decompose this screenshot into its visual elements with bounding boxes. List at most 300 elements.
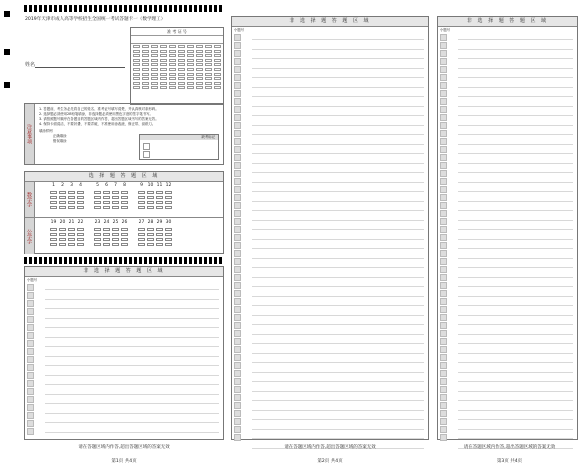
question-number-box[interactable] <box>440 130 447 137</box>
choice-bubble[interactable] <box>156 196 163 199</box>
choice-bubble[interactable] <box>94 238 101 241</box>
admission-bubble[interactable] <box>214 59 221 62</box>
answer-line[interactable] <box>458 49 573 50</box>
question-number-box[interactable] <box>234 242 241 249</box>
admission-bubble[interactable] <box>160 54 167 57</box>
choice-bubble[interactable] <box>94 201 101 204</box>
admission-bubble[interactable] <box>187 50 194 53</box>
admission-bubble[interactable] <box>178 59 185 62</box>
choice-bubble[interactable] <box>165 201 172 204</box>
admission-bubble[interactable] <box>196 86 203 89</box>
answer-line[interactable] <box>458 258 573 259</box>
question-number-box[interactable] <box>234 138 241 145</box>
question-number-box[interactable] <box>234 202 241 209</box>
admission-bubble[interactable] <box>214 63 221 66</box>
choice-bubble[interactable] <box>138 243 145 246</box>
question-number-box[interactable] <box>234 218 241 225</box>
choice-bubble[interactable] <box>138 206 145 209</box>
admission-bubble[interactable] <box>151 77 158 80</box>
answer-line[interactable] <box>458 115 573 116</box>
question-number-box[interactable] <box>440 170 447 177</box>
answer-line[interactable] <box>458 182 573 183</box>
question-number-box[interactable] <box>27 308 34 315</box>
admission-bubble[interactable] <box>214 82 221 85</box>
question-number-box[interactable] <box>27 364 34 371</box>
answer-line[interactable] <box>458 191 573 192</box>
admission-bubble[interactable] <box>214 50 221 53</box>
choice-bubble[interactable] <box>68 206 75 209</box>
answer-line[interactable] <box>458 381 573 382</box>
choice-bubble[interactable] <box>103 201 110 204</box>
answer-line[interactable] <box>252 267 424 268</box>
admission-bubble[interactable] <box>160 86 167 89</box>
admission-bubble[interactable] <box>205 82 212 85</box>
answer-line[interactable] <box>252 201 424 202</box>
question-number-box[interactable] <box>440 194 447 201</box>
answer-line[interactable] <box>458 163 573 164</box>
choice-bubble[interactable] <box>77 196 84 199</box>
question-number-box[interactable] <box>440 34 447 41</box>
answer-line[interactable] <box>252 429 424 430</box>
question-number-box[interactable] <box>234 258 241 265</box>
choice-bubble[interactable] <box>112 206 119 209</box>
admission-bubble[interactable] <box>142 54 149 57</box>
question-number-box[interactable] <box>440 394 447 401</box>
admission-bubble[interactable] <box>133 63 140 66</box>
choice-bubble[interactable] <box>103 206 110 209</box>
question-number-box[interactable] <box>27 396 34 403</box>
choice-bubble[interactable] <box>68 191 75 194</box>
admission-bubble[interactable] <box>142 50 149 53</box>
question-number-box[interactable] <box>27 388 34 395</box>
question-number-box[interactable] <box>234 34 241 41</box>
question-number-box[interactable] <box>440 306 447 313</box>
answer-line[interactable] <box>458 68 573 69</box>
question-number-box[interactable] <box>440 378 447 385</box>
question-number-box[interactable] <box>234 146 241 153</box>
question-number-box[interactable] <box>234 282 241 289</box>
question-number-box[interactable] <box>27 412 34 419</box>
admission-bubble[interactable] <box>205 86 212 89</box>
answer-line[interactable] <box>458 353 573 354</box>
admission-bubble[interactable] <box>178 82 185 85</box>
choice-bubble[interactable] <box>59 243 66 246</box>
admission-bubble[interactable] <box>160 45 167 48</box>
choice-bubble[interactable] <box>77 243 84 246</box>
question-number-box[interactable] <box>440 42 447 49</box>
question-number-box[interactable] <box>27 284 34 291</box>
admission-bubble[interactable] <box>169 45 176 48</box>
admission-bubble[interactable] <box>142 68 149 71</box>
question-number-box[interactable] <box>440 258 447 265</box>
admission-bubble[interactable] <box>160 77 167 80</box>
admission-bubble[interactable] <box>196 77 203 80</box>
admission-bubble[interactable] <box>178 54 185 57</box>
question-number-box[interactable] <box>234 114 241 121</box>
answer-line[interactable] <box>458 362 573 363</box>
answer-line[interactable] <box>45 422 219 423</box>
question-number-box[interactable] <box>234 122 241 129</box>
admission-bubble[interactable] <box>187 68 194 71</box>
admission-bubble[interactable] <box>187 73 194 76</box>
choice-bubble[interactable] <box>103 233 110 236</box>
choice-bubble[interactable] <box>94 191 101 194</box>
answer-line[interactable] <box>458 334 573 335</box>
admission-bubble[interactable] <box>196 59 203 62</box>
choice-bubble[interactable] <box>77 201 84 204</box>
question-number-box[interactable] <box>234 314 241 321</box>
answer-line[interactable] <box>45 346 219 347</box>
admission-bubble[interactable] <box>151 50 158 53</box>
admission-bubble[interactable] <box>205 59 212 62</box>
admission-bubble[interactable] <box>214 68 221 71</box>
question-number-box[interactable] <box>440 66 447 73</box>
question-number-box[interactable] <box>27 348 34 355</box>
admission-bubble[interactable] <box>178 73 185 76</box>
admission-bubble[interactable] <box>169 86 176 89</box>
admission-bubble[interactable] <box>205 73 212 76</box>
choice-bubble[interactable] <box>50 238 57 241</box>
question-number-box[interactable] <box>234 82 241 89</box>
choice-bubble[interactable] <box>112 228 119 231</box>
answer-line[interactable] <box>45 403 219 404</box>
question-number-box[interactable] <box>440 250 447 257</box>
admission-bubble[interactable] <box>196 50 203 53</box>
admission-bubble[interactable] <box>142 63 149 66</box>
admission-bubble[interactable] <box>187 45 194 48</box>
answer-line[interactable] <box>252 419 424 420</box>
admission-bubble[interactable] <box>178 86 185 89</box>
answer-line[interactable] <box>252 229 424 230</box>
choice-bubble[interactable] <box>147 243 154 246</box>
admission-bubble[interactable] <box>178 77 185 80</box>
admission-bubble[interactable] <box>178 63 185 66</box>
choice-bubble[interactable] <box>156 233 163 236</box>
answer-line[interactable] <box>458 134 573 135</box>
choice-bubble[interactable] <box>68 233 75 236</box>
answer-line[interactable] <box>252 277 424 278</box>
question-number-box[interactable] <box>440 154 447 161</box>
choice-bubble[interactable] <box>112 243 119 246</box>
question-number-box[interactable] <box>234 210 241 217</box>
question-number-box[interactable] <box>234 162 241 169</box>
choice-bubble[interactable] <box>94 228 101 231</box>
question-number-box[interactable] <box>440 186 447 193</box>
question-number-box[interactable] <box>440 298 447 305</box>
question-number-box[interactable] <box>440 290 447 297</box>
choice-bubble[interactable] <box>121 228 128 231</box>
question-number-box[interactable] <box>440 338 447 345</box>
answer-line[interactable] <box>252 153 424 154</box>
answer-line[interactable] <box>458 210 573 211</box>
question-number-box[interactable] <box>27 300 34 307</box>
question-number-box[interactable] <box>234 130 241 137</box>
answer-line[interactable] <box>252 353 424 354</box>
answer-line[interactable] <box>252 68 424 69</box>
question-number-box[interactable] <box>440 426 447 433</box>
admission-bubble[interactable] <box>178 68 185 71</box>
choice-bubble[interactable] <box>121 233 128 236</box>
choice-bubble[interactable] <box>138 228 145 231</box>
admission-bubble[interactable] <box>196 68 203 71</box>
question-number-box[interactable] <box>440 242 447 249</box>
choice-bubble[interactable] <box>68 201 75 204</box>
admission-bubble[interactable] <box>160 82 167 85</box>
answer-line[interactable] <box>458 343 573 344</box>
question-number-box[interactable] <box>440 114 447 121</box>
choice-bubble[interactable] <box>59 191 66 194</box>
admission-bubble[interactable] <box>151 59 158 62</box>
nonchoice-area-page2[interactable] <box>231 16 429 440</box>
admission-bubble[interactable] <box>178 50 185 53</box>
question-number-box[interactable] <box>27 420 34 427</box>
question-number-box[interactable] <box>440 202 447 209</box>
choice-bubble[interactable] <box>147 196 154 199</box>
question-number-box[interactable] <box>234 106 241 113</box>
choice-bubble[interactable] <box>94 233 101 236</box>
answer-line[interactable] <box>45 337 219 338</box>
choice-bubble[interactable] <box>121 206 128 209</box>
answer-line[interactable] <box>45 394 219 395</box>
question-number-box[interactable] <box>234 98 241 105</box>
admission-bubble[interactable] <box>214 54 221 57</box>
choice-bubble[interactable] <box>165 243 172 246</box>
question-number-box[interactable] <box>234 50 241 57</box>
answer-line[interactable] <box>458 438 573 439</box>
choice-bubble[interactable] <box>112 191 119 194</box>
admission-bubble[interactable] <box>214 73 221 76</box>
choice-bubble[interactable] <box>94 206 101 209</box>
answer-line[interactable] <box>458 125 573 126</box>
admission-bubble[interactable] <box>133 86 140 89</box>
answer-line[interactable] <box>45 318 219 319</box>
answer-line[interactable] <box>458 267 573 268</box>
admission-bubble[interactable] <box>205 63 212 66</box>
question-number-box[interactable] <box>440 266 447 273</box>
question-number-box[interactable] <box>234 370 241 377</box>
admission-bubble[interactable] <box>151 54 158 57</box>
answer-line[interactable] <box>252 305 424 306</box>
answer-line[interactable] <box>458 58 573 59</box>
admission-bubble[interactable] <box>187 77 194 80</box>
question-number-box[interactable] <box>234 90 241 97</box>
answer-line[interactable] <box>458 172 573 173</box>
question-number-box[interactable] <box>234 330 241 337</box>
question-number-box[interactable] <box>234 250 241 257</box>
admission-bubble[interactable] <box>142 73 149 76</box>
answer-line[interactable] <box>45 356 219 357</box>
answer-line[interactable] <box>252 220 424 221</box>
answer-line[interactable] <box>458 410 573 411</box>
admission-bubble[interactable] <box>133 82 140 85</box>
admission-bubble[interactable] <box>169 73 176 76</box>
admission-bubble[interactable] <box>205 50 212 53</box>
admission-bubble[interactable] <box>187 54 194 57</box>
answer-line[interactable] <box>252 315 424 316</box>
question-number-box[interactable] <box>27 316 34 323</box>
question-number-box[interactable] <box>234 290 241 297</box>
choice-bubble[interactable] <box>59 233 66 236</box>
choice-bubble[interactable] <box>94 196 101 199</box>
choice-bubble[interactable] <box>68 243 75 246</box>
answer-line[interactable] <box>458 106 573 107</box>
answer-line[interactable] <box>458 153 573 154</box>
answer-line[interactable] <box>252 296 424 297</box>
question-number-box[interactable] <box>27 324 34 331</box>
choice-bubble[interactable] <box>112 196 119 199</box>
admission-bubble[interactable] <box>142 82 149 85</box>
question-number-box[interactable] <box>440 314 447 321</box>
question-number-box[interactable] <box>27 356 34 363</box>
question-number-box[interactable] <box>234 394 241 401</box>
question-number-box[interactable] <box>234 42 241 49</box>
choice-bubble[interactable] <box>50 201 57 204</box>
answer-line[interactable] <box>252 438 424 439</box>
choice-bubble[interactable] <box>68 196 75 199</box>
question-number-box[interactable] <box>440 402 447 409</box>
choice-bubble[interactable] <box>138 191 145 194</box>
choice-bubble[interactable] <box>165 206 172 209</box>
admission-bubble[interactable] <box>169 50 176 53</box>
admission-bubble[interactable] <box>160 63 167 66</box>
question-number-box[interactable] <box>234 178 241 185</box>
question-number-box[interactable] <box>440 418 447 425</box>
choice-bubble[interactable] <box>50 191 57 194</box>
answer-line[interactable] <box>252 39 424 40</box>
question-number-box[interactable] <box>234 402 241 409</box>
choice-bubble[interactable] <box>138 233 145 236</box>
admission-bubble[interactable] <box>205 77 212 80</box>
question-number-box[interactable] <box>440 218 447 225</box>
admission-bubble[interactable] <box>187 82 194 85</box>
question-number-box[interactable] <box>234 226 241 233</box>
question-number-box[interactable] <box>27 292 34 299</box>
answer-line[interactable] <box>45 308 219 309</box>
question-number-box[interactable] <box>440 90 447 97</box>
admission-bubble[interactable] <box>151 68 158 71</box>
question-number-box[interactable] <box>440 226 447 233</box>
answer-line[interactable] <box>252 239 424 240</box>
answer-line[interactable] <box>252 106 424 107</box>
choice-bubble[interactable] <box>59 228 66 231</box>
question-number-box[interactable] <box>440 162 447 169</box>
question-number-box[interactable] <box>27 404 34 411</box>
question-number-box[interactable] <box>27 428 34 435</box>
question-number-box[interactable] <box>440 58 447 65</box>
admission-bubble[interactable] <box>151 45 158 48</box>
answer-line[interactable] <box>458 77 573 78</box>
question-number-box[interactable] <box>234 298 241 305</box>
answer-line[interactable] <box>458 429 573 430</box>
question-number-box[interactable] <box>440 410 447 417</box>
answer-line[interactable] <box>252 362 424 363</box>
choice-bubble[interactable] <box>156 206 163 209</box>
choice-bubble[interactable] <box>156 228 163 231</box>
choice-bubble[interactable] <box>156 191 163 194</box>
answer-line[interactable] <box>458 400 573 401</box>
admission-bubble[interactable] <box>196 54 203 57</box>
answer-line[interactable] <box>252 115 424 116</box>
choice-bubble[interactable] <box>165 238 172 241</box>
question-number-box[interactable] <box>234 338 241 345</box>
choice-bubble[interactable] <box>165 191 172 194</box>
admission-bubble[interactable] <box>178 45 185 48</box>
admission-bubble[interactable] <box>160 73 167 76</box>
question-number-box[interactable] <box>440 322 447 329</box>
choice-bubble[interactable] <box>50 228 57 231</box>
answer-line[interactable] <box>252 182 424 183</box>
question-number-box[interactable] <box>440 274 447 281</box>
answer-line[interactable] <box>458 239 573 240</box>
admission-bubble[interactable] <box>133 54 140 57</box>
choice-bubble[interactable] <box>138 238 145 241</box>
question-number-box[interactable] <box>27 340 34 347</box>
admission-bubble[interactable] <box>133 59 140 62</box>
answer-line[interactable] <box>458 229 573 230</box>
question-number-box[interactable] <box>234 58 241 65</box>
choice-bubble[interactable] <box>147 238 154 241</box>
choice-bubble[interactable] <box>94 243 101 246</box>
choice-bubble[interactable] <box>147 228 154 231</box>
admission-bubble[interactable] <box>142 45 149 48</box>
admission-bubble[interactable] <box>160 59 167 62</box>
choice-bubble[interactable] <box>103 243 110 246</box>
choice-bubble[interactable] <box>59 238 66 241</box>
answer-line[interactable] <box>458 419 573 420</box>
answer-line[interactable] <box>252 381 424 382</box>
choice-bubble[interactable] <box>59 196 66 199</box>
question-number-box[interactable] <box>440 210 447 217</box>
admission-bubble[interactable] <box>205 54 212 57</box>
answer-line[interactable] <box>45 365 219 366</box>
answer-line[interactable] <box>458 277 573 278</box>
admission-bubble[interactable] <box>133 77 140 80</box>
answer-line[interactable] <box>252 324 424 325</box>
choice-bubble[interactable] <box>121 196 128 199</box>
question-number-box[interactable] <box>440 330 447 337</box>
choice-bubble[interactable] <box>147 201 154 204</box>
choice-bubble[interactable] <box>103 191 110 194</box>
admission-bubble[interactable] <box>133 73 140 76</box>
choice-bubble[interactable] <box>59 201 66 204</box>
question-number-box[interactable] <box>440 82 447 89</box>
question-number-box[interactable] <box>440 282 447 289</box>
answer-line[interactable] <box>252 144 424 145</box>
answer-line[interactable] <box>458 87 573 88</box>
choice-bubble[interactable] <box>147 206 154 209</box>
choice-bubble[interactable] <box>121 191 128 194</box>
answer-line[interactable] <box>252 49 424 50</box>
answer-line[interactable] <box>45 384 219 385</box>
admission-bubble[interactable] <box>142 59 149 62</box>
choice-bubble[interactable] <box>68 228 75 231</box>
admission-bubble[interactable] <box>151 82 158 85</box>
question-number-box[interactable] <box>234 378 241 385</box>
admission-bubble[interactable] <box>214 77 221 80</box>
admission-bubble[interactable] <box>205 68 212 71</box>
choice-bubble[interactable] <box>77 228 84 231</box>
answer-line[interactable] <box>45 299 219 300</box>
answer-line[interactable] <box>458 305 573 306</box>
admission-bubble[interactable] <box>169 82 176 85</box>
admission-bubble[interactable] <box>196 82 203 85</box>
answer-line[interactable] <box>45 289 219 290</box>
question-number-box[interactable] <box>234 362 241 369</box>
admission-bubble[interactable] <box>142 86 149 89</box>
choice-bubble[interactable] <box>103 238 110 241</box>
question-number-box[interactable] <box>234 274 241 281</box>
choice-bubble[interactable] <box>156 243 163 246</box>
